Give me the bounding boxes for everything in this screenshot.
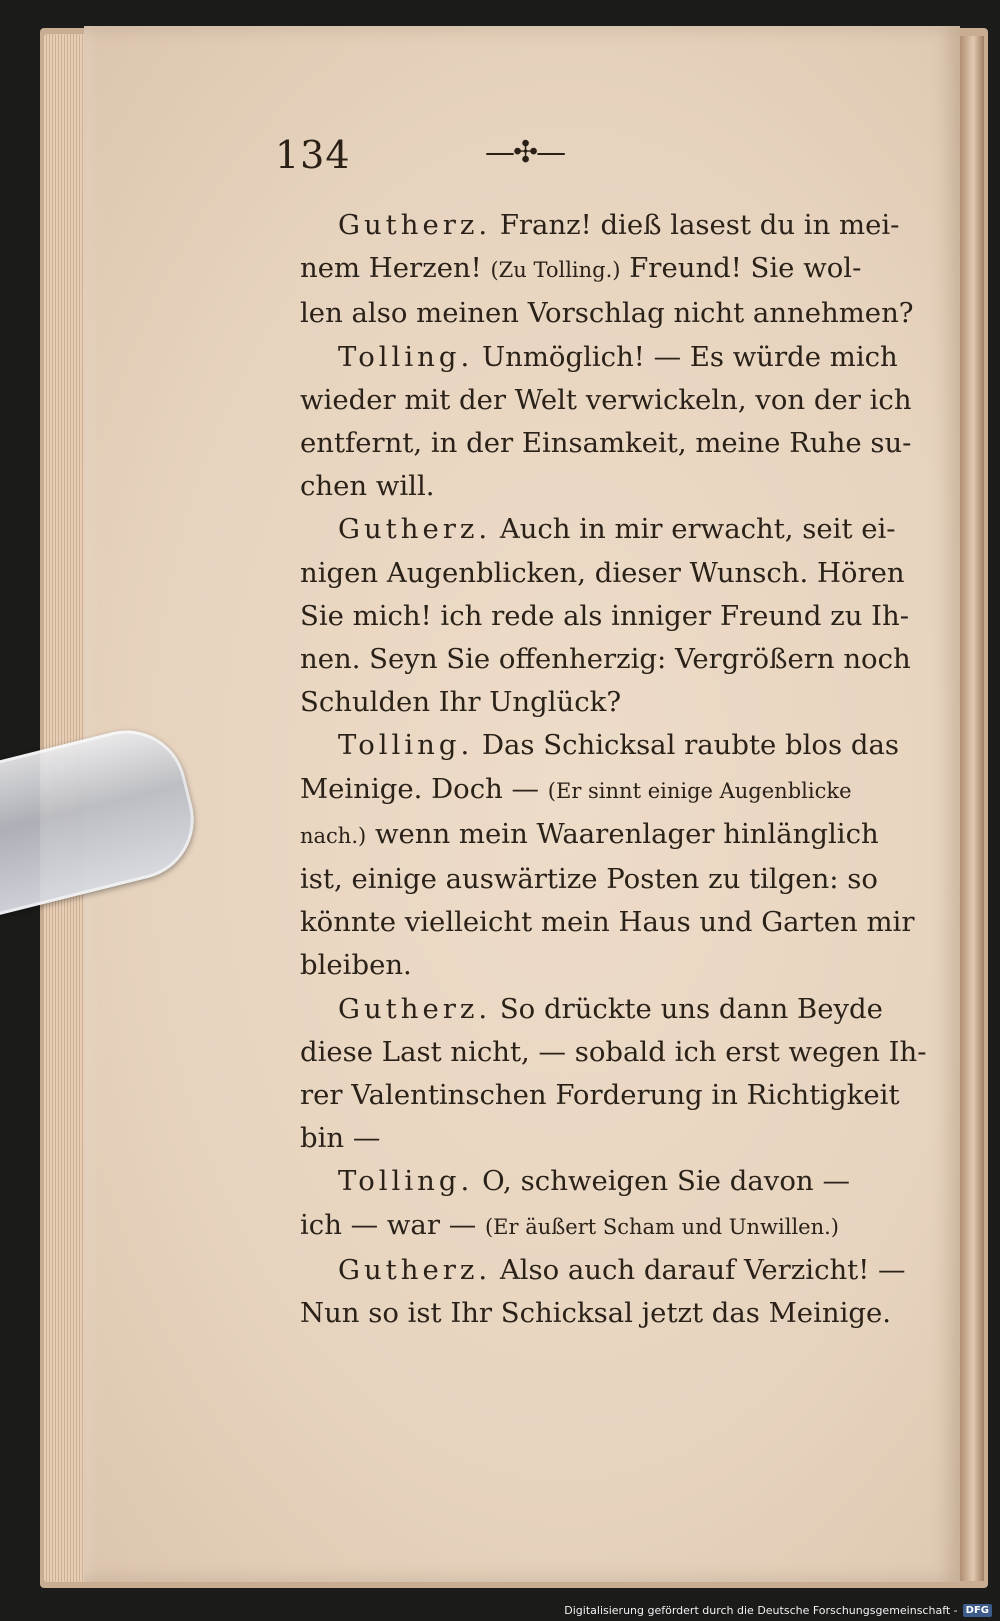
speaker-name: Tolling. bbox=[338, 729, 474, 762]
text-line bbox=[262, 1249, 906, 1292]
text-segment: nigen Augenblicken, dieser Wunsch. Hören bbox=[300, 556, 905, 589]
paragraph bbox=[262, 204, 914, 336]
text-line bbox=[262, 988, 883, 1031]
book-spine-edge bbox=[960, 36, 984, 1581]
text-segment: Sie mich! ich rede als inniger Freund zu Ih- bbox=[300, 599, 910, 632]
text-segment: nem Herzen! bbox=[300, 252, 491, 285]
text-segment: bleiben. bbox=[300, 949, 412, 982]
text-segment: Also auch darauf Verzicht! — bbox=[491, 1253, 906, 1286]
paragraph bbox=[262, 988, 927, 1161]
paragraph bbox=[262, 336, 912, 509]
text-line bbox=[262, 1117, 850, 1160]
text-line bbox=[262, 247, 862, 292]
text-line bbox=[262, 901, 915, 944]
text-line bbox=[262, 204, 900, 247]
text-segment: entfernt, in der Einsamkeit, meine Ruhe su- bbox=[300, 427, 912, 460]
text-segment: Franz! dieß lasest du in mei- bbox=[491, 209, 900, 241]
text-line bbox=[262, 552, 905, 595]
text-segment: könnte vielleicht mein Haus und Garten mir bbox=[300, 906, 915, 939]
text-line bbox=[262, 422, 912, 465]
text-segment: Nun so ist Ihr Schicksal jetzt das Meinige. bbox=[300, 1297, 891, 1330]
text-segment: wenn mein Waarenlager hinlänglich bbox=[366, 817, 879, 850]
text-line bbox=[262, 1074, 900, 1117]
speaker-name: Gutherz. bbox=[338, 1253, 492, 1286]
speaker-name: Tolling. bbox=[338, 1165, 474, 1198]
stage-direction: (Er sinnt einige Augenblicke bbox=[547, 778, 852, 803]
text-segment: nen. Seyn Sie offenherzig: Vergrößern noch bbox=[300, 643, 911, 676]
text-segment: Freund! Sie wol- bbox=[620, 252, 862, 285]
paragraph bbox=[262, 1249, 906, 1335]
ornament-rule: —✣— bbox=[485, 135, 565, 170]
text-line bbox=[262, 292, 914, 335]
speaker-name: Tolling. bbox=[338, 340, 474, 373]
dfg-logo: DFG bbox=[963, 1604, 992, 1617]
text-line bbox=[262, 336, 898, 379]
text-line bbox=[262, 595, 910, 638]
text-line bbox=[262, 681, 850, 724]
text-segment: Unmöglich! — Es würde mich bbox=[473, 340, 898, 373]
text-segment: So drückte uns dann Beyde bbox=[491, 992, 883, 1025]
text-line bbox=[262, 508, 896, 551]
paragraph bbox=[262, 508, 911, 724]
speaker-name: Gutherz. bbox=[338, 513, 492, 546]
page-text bbox=[262, 204, 927, 1335]
text-segment: Auch in mir erwacht, seit ei- bbox=[491, 513, 896, 546]
text-segment: len also meinen Vorschlag nicht annehmen? bbox=[300, 297, 914, 330]
text-segment: Schulden Ihr Unglück? bbox=[300, 686, 622, 719]
text-segment: wieder mit der Welt verwickeln, von der ich bbox=[300, 383, 912, 416]
text-segment: O, schweigen Sie davon — bbox=[473, 1165, 850, 1198]
text-line bbox=[262, 768, 850, 813]
stage-direction: (Zu Tolling.) bbox=[490, 258, 621, 283]
text-line bbox=[262, 638, 911, 681]
text-line bbox=[262, 858, 878, 901]
speaker-name: Gutherz. bbox=[338, 209, 492, 241]
text-segment: diese Last nicht, — sobald ich erst wegen Ih- bbox=[300, 1035, 927, 1068]
paragraph bbox=[262, 724, 915, 987]
text-line bbox=[262, 813, 879, 858]
text-segment: Meinige. Doch — bbox=[300, 772, 548, 805]
stage-direction: (Er äußert Scham und Unwillen.) bbox=[484, 1214, 839, 1239]
text-line bbox=[262, 724, 899, 767]
digitization-credit bbox=[564, 1604, 992, 1617]
page-number: 134 bbox=[275, 133, 351, 177]
text-segment: Das Schicksal raubte blos das bbox=[473, 729, 899, 762]
stage-direction: nach.) bbox=[300, 823, 367, 848]
text-segment: ist, einige auswärtize Posten zu tilgen: so bbox=[300, 863, 878, 896]
text-line bbox=[262, 1031, 927, 1074]
credit-text: Digitalisierung gefördert durch die Deutsche Forschungsgemeinschaft - bbox=[564, 1604, 958, 1617]
paragraph bbox=[262, 1160, 850, 1248]
text-line bbox=[262, 465, 850, 508]
text-line bbox=[262, 1160, 850, 1203]
text-segment: rer Valentinschen Forderung in Richtigkeit bbox=[300, 1079, 900, 1112]
text-line bbox=[262, 944, 850, 987]
text-segment: ich — war — bbox=[300, 1208, 485, 1241]
text-line bbox=[262, 1204, 850, 1249]
text-line bbox=[262, 1292, 891, 1335]
speaker-name: Gutherz. bbox=[338, 992, 492, 1025]
page-header bbox=[275, 133, 835, 183]
text-segment: chen will. bbox=[300, 470, 435, 503]
text-segment: bin — bbox=[300, 1122, 381, 1155]
text-line bbox=[262, 379, 912, 422]
